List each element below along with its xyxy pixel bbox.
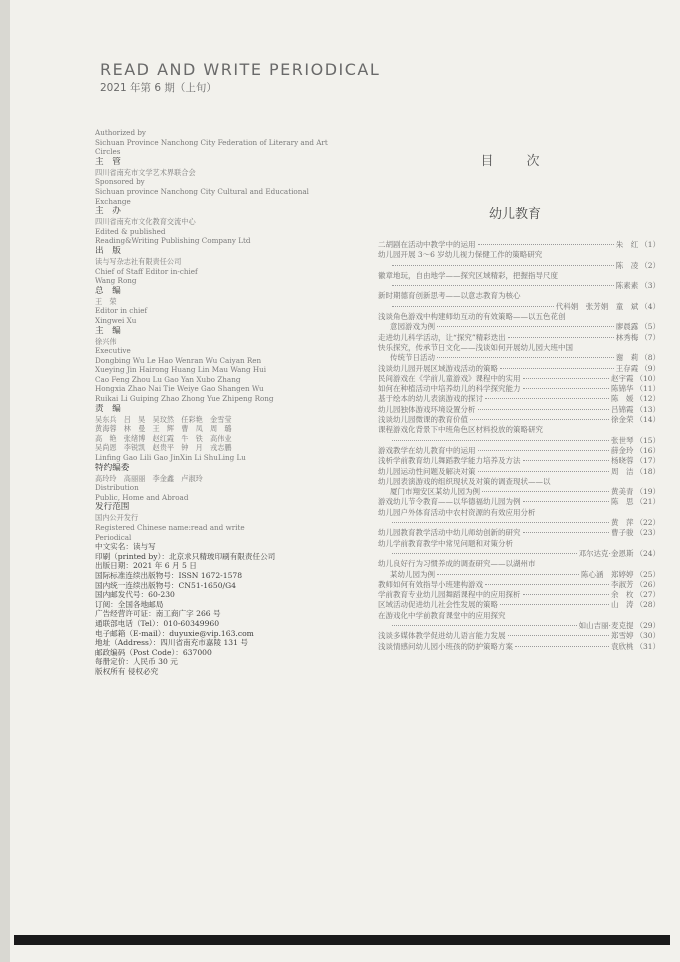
toc-leader-dots [485, 398, 609, 399]
colophon-line: 广告经营许可证：南工商广字 266 号 [95, 609, 221, 619]
toc-entry-title: 在游戏化中学前教育课堂中的应用探究 [378, 610, 506, 620]
colophon-line: Chief of Staff Editor in-chief [95, 266, 198, 276]
toc-entry-page: （29） [635, 620, 660, 630]
toc-entry-title: 幼儿园户外体育活动中农村资源的有效应用分析 [378, 507, 536, 517]
toc-entry-title: 民间游戏在《学前儿童游戏》课程中的实用 [378, 373, 521, 383]
magazine-title: READ AND WRITE PERIODICAL [100, 60, 381, 79]
colophon-line: Wang Rong [95, 276, 137, 286]
toc-entry [378, 456, 660, 466]
colophon-line: Sponsored by [95, 177, 145, 187]
toc-entry-author: 林秀梅 [615, 332, 639, 342]
toc-entry [378, 333, 660, 343]
colophon-line: Reading&Writing Publishing Company Ltd [95, 236, 251, 246]
toc-leader-dots [482, 491, 609, 492]
toc-entry-author: 黄 萍 [610, 518, 634, 528]
toc-leader-dots [485, 584, 609, 585]
toc-entry [378, 508, 660, 518]
toc-entry-title: 传统节日活动 [390, 353, 435, 363]
toc-entry-title: 浅谈角色游戏中构建师幼互动的有效策略——以五色花创 [378, 312, 566, 322]
toc-entry-page: （23） [635, 528, 660, 538]
toc-entry [378, 518, 660, 528]
toc-entry [378, 364, 660, 374]
toc-entry-page: （11） [635, 384, 660, 394]
toc-entry [378, 240, 660, 250]
toc-entry-title: 二胡剧在活动中教学中的运用 [378, 240, 476, 249]
toc-entry [378, 250, 660, 260]
colophon-line: Dongbing Wu Le Hao Wenran Wu Caiyan Ren [95, 355, 262, 365]
toc-entry [378, 621, 660, 631]
toc-entry-title: 意园游戏为例 [390, 322, 435, 332]
issue-number: 2021 年第 6 期（上旬） [100, 82, 217, 94]
toc-entry-title: 快乐探究，传承节日文化——浅谈如何开展幼儿园大班中国 [378, 342, 573, 352]
colophon-line: 读与写杂志社有限责任公司 [95, 256, 182, 266]
toc-entry [378, 353, 660, 363]
toc-entry-author: 黄美青 [610, 487, 634, 497]
toc-entry [378, 291, 660, 301]
colophon-heading: 出 版 [95, 245, 121, 256]
toc-entry [378, 271, 660, 281]
toc-entry-page: （24） [635, 548, 660, 558]
toc-entry [378, 467, 660, 477]
toc-entry-title: 如何在种植活动中培养幼儿的科学探究能力 [378, 384, 521, 394]
toc-entry [378, 487, 660, 497]
toc-entry [378, 559, 660, 569]
colophon-line: Xingwei Xu [95, 315, 137, 325]
toc-leader-dots [500, 368, 614, 369]
toc-entry-page: （19） [635, 487, 660, 497]
colophon-line: Exchange [95, 196, 131, 206]
colophon-line: 订阅：全国各地邮局 [95, 599, 164, 609]
toc-leader-dots [437, 326, 614, 327]
colophon-line: 版权所有 侵权必究 [95, 666, 159, 676]
toc-entry [378, 384, 660, 394]
toc-entry-title: 浅谈幼儿园开展区域游戏活动的策略 [378, 363, 498, 373]
colophon-line: Sichuan province Nanchong City Cultural and Educational [95, 186, 309, 196]
colophon-line: Registered Chinese name:read and write [95, 523, 245, 532]
toc-entry [378, 497, 660, 507]
toc-entry [378, 343, 660, 353]
colophon-line: Authorized by [95, 128, 146, 137]
colophon-line: Xueying Jin Hairong Huang Lin Mau Wang Hui [95, 365, 267, 375]
toc-entry [378, 549, 660, 559]
toc-leader-dots [508, 337, 614, 338]
toc-leader-dots [392, 553, 577, 554]
toc-entry-author: 陈 凌 [615, 260, 639, 270]
toc-leader-dots [392, 265, 614, 266]
toc-entry [378, 631, 660, 641]
toc-entry-page: （13） [635, 404, 660, 414]
colophon-line: 通联部电话（Tel）：010-60349960 [95, 618, 220, 628]
toc-entry-page: （25） [635, 569, 660, 579]
toc-entry-author: 陈 思 [610, 497, 634, 507]
toc-entry-author: 陈心涵 郑婷婷 [580, 569, 634, 579]
colophon-line: 徐兴伟 [95, 336, 117, 346]
toc-entry-title: 浅谈情感问幼儿园小班孩的防护策略方案 [378, 641, 513, 651]
toc-leader-dots [478, 244, 614, 245]
colophon-line: Public, Home and Abroad [95, 492, 189, 502]
colophon-line: 印刷（printed by）：北京求只精玻印刷有限责任公司 [95, 551, 276, 561]
table-of-contents [370, 150, 660, 652]
toc-entry-title: 幼儿良好行为习惯养成的调查研究——以湖州市 [378, 559, 536, 569]
toc-entry [378, 436, 660, 446]
toc-leader-dots [478, 409, 609, 410]
toc-entry [378, 611, 660, 621]
colophon-line: 出版日期：2021 年 6 月 5 日 [95, 561, 197, 571]
toc-leader-dots [392, 625, 577, 626]
toc-leader-dots [523, 460, 609, 461]
colophon-line: Periodical [95, 532, 132, 542]
toc-entry [378, 405, 660, 415]
toc-entry-title: 游戏教学在幼儿教育中的运用 [378, 445, 476, 455]
toc-entry-author: 张世琴 [610, 435, 634, 445]
toc-entry-author: 曹子骏 [610, 528, 634, 538]
toc-entry-page: （3） [640, 281, 660, 291]
toc-leader-dots [478, 450, 609, 451]
toc-entry-page: （15） [635, 435, 660, 445]
toc-entry [378, 642, 660, 652]
colophon-heading: 总 编 [95, 285, 121, 296]
toc-entry-page: （14） [635, 415, 660, 425]
toc-entry [378, 261, 660, 271]
colophon-line: Cao Feng Zhou Lu Gao Yan Xubo Zhang [95, 374, 241, 384]
toc-entry [378, 590, 660, 600]
colophon-line: Editor in chief [95, 306, 148, 316]
toc-entry-page: （10） [635, 373, 660, 383]
toc-title: 目 次 [480, 154, 550, 169]
toc-entry-page: （28） [635, 600, 660, 610]
toc-leader-dots [523, 388, 609, 389]
toc-entry-page: （16） [635, 445, 660, 455]
toc-entry-title: 徽章地玩，自由地学——探究区域精彩，把握指导尺度 [378, 270, 558, 280]
toc-entry-author: 如山吉丽·麦克提 [578, 620, 634, 630]
toc-entry-author: 杨晓蓉 [610, 456, 634, 466]
colophon-line: 黄海蓉 林 曼 王 辉 曹 凤 周 璐 [95, 424, 232, 434]
colophon-line: 邮政编码（Post Code）：637000 [95, 647, 212, 657]
toc-entry-title: 厦门市翔安区某幼儿园为例 [390, 487, 480, 497]
colophon-line: Hongxia Zhao Nai Tie Weiye Gao Shangen Wu [95, 384, 264, 394]
colophon-line: 国内公开发行 [95, 513, 139, 523]
toc-entry-author: 王存霞 [615, 363, 639, 373]
toc-entry-page: （17） [635, 456, 660, 466]
toc-entry [378, 374, 660, 384]
colophon-line: Executive [95, 346, 131, 356]
colophon-line: 电子邮箱（E-mail）：duyuxie@vip.163.com [95, 628, 254, 638]
toc-entry-author: 周 洁 [610, 466, 634, 476]
toc-entry [378, 570, 660, 580]
colophon-line: 高玲玲 高丽丽 李金鑫 卢淑玲 [95, 473, 203, 483]
toc-entry-page: （8） [640, 353, 660, 363]
scan-border [14, 935, 670, 945]
toc-leader-dots [478, 471, 609, 472]
toc-entry-author: 余 枚 [610, 590, 634, 600]
toc-entry-title: 幼儿园独体游戏环境设置分析 [378, 404, 476, 414]
toc-entry [378, 425, 660, 435]
toc-entry-title: 游戏幼儿节令教育——以华德福幼儿园为例 [378, 497, 521, 507]
colophon-heading: 发行范围 [95, 502, 130, 513]
toc-entry-title: 幼儿园教育教学活动中幼儿师幼创新的研究 [378, 528, 521, 538]
toc-leader-dots [500, 604, 609, 605]
toc-leader-dots [392, 285, 614, 286]
toc-entry [378, 600, 660, 610]
toc-entry-page: （5） [640, 322, 660, 332]
toc-entry [378, 477, 660, 487]
toc-list [370, 240, 660, 652]
colophon-line: Edited & published [95, 226, 166, 236]
toc-entry [378, 415, 660, 425]
toc-entry-page: （30） [635, 631, 660, 641]
colophon-line: Distribution [95, 483, 139, 493]
colophon-line: Ruikai Li Guiping Zhao Zhong Yue Zhipeng Rong [95, 394, 274, 404]
colophon-line: 高 艳 张绪博 赵红霞 牛 铁 高伟业 [95, 433, 232, 443]
toc-entry-title: 幼儿园表演游戏的组织现状及对策的调查现状——以 [378, 476, 551, 486]
toc-entry-title: 浅析学前教育幼儿舞蹈教学能力培养及方法 [378, 456, 521, 466]
toc-leader-dots [523, 378, 609, 379]
toc-entry-title: 基于绘本的幼儿表演游戏的探讨 [378, 394, 483, 404]
toc-entry-author: 郑雪婷 [610, 631, 634, 641]
section-title: 幼儿教育 [488, 207, 541, 222]
colophon-line: 国内统一连续出版物号：CN51-1650/G4 [95, 580, 236, 590]
toc-entry-page: （4） [640, 301, 660, 311]
toc-entry-title: 某幼儿园为例 [390, 569, 435, 579]
page-edge-shadow [0, 0, 10, 962]
colophon-heading: 责 编 [95, 403, 121, 414]
toc-entry-title: 新时期德育创新思考——以意志教育为核心 [378, 291, 521, 301]
toc-leader-dots [437, 357, 614, 358]
toc-entry-author: 徐金荣 [610, 415, 634, 425]
toc-entry-author: 李淑芳 [610, 579, 634, 589]
toc-entry-page: （7） [640, 332, 660, 342]
toc-entry-author: 袁欣桃 [610, 641, 634, 651]
colophon-line: 国内邮发代号：60-230 [95, 590, 175, 600]
toc-entry-author: 陈锦华 [610, 384, 634, 394]
toc-entry [378, 539, 660, 549]
colophon-line: 王 荣 [95, 296, 117, 306]
toc-entry-author: 吕锦霞 [610, 404, 634, 414]
toc-entry-page: （2） [640, 260, 660, 270]
toc-entry-page: （31） [635, 641, 660, 651]
toc-leader-dots [392, 440, 609, 441]
colophon-line: 四川省南充市文学艺术界联合会 [95, 167, 196, 177]
toc-leader-dots [523, 501, 609, 502]
toc-entry-title: 幼儿园开展 3～6 岁幼儿视力保健工作的策略研究 [378, 250, 543, 260]
toc-entry-author: 薛金玲 [610, 445, 634, 455]
toc-entry-page: （9） [640, 363, 660, 373]
toc-entry-title: 教师如何有效指导小班建构游戏 [378, 579, 483, 589]
toc-entry-page: （12） [635, 394, 660, 404]
toc-leader-dots [437, 574, 579, 575]
colophon-line: 四川省南充市文化教育交流中心 [95, 217, 196, 227]
toc-entry [378, 281, 660, 291]
toc-entry-page: （18） [635, 466, 660, 476]
toc-entry-title: 走进幼儿科学活动，让“探究”精彩迭出 [378, 332, 506, 342]
toc-entry [378, 394, 660, 404]
toc-entry-page: （21） [635, 497, 660, 507]
colophon-heading: 特约编委 [95, 462, 130, 473]
colophon-line: 国际标准连续出版物号：ISSN 1672-1578 [95, 570, 243, 580]
colophon-line: 每册定价：人民币 30 元 [95, 657, 178, 667]
toc-entry-author: 陈 媛 [610, 394, 634, 404]
colophon-line: Linfing Gao Lili Gao JinXin Li ShuLing Lu [95, 453, 246, 463]
toc-leader-dots [508, 635, 609, 636]
toc-entry-author: 代科娟 张芳娟 童 斌 [555, 301, 639, 311]
toc-entry-title: 课程游戏化背景下中班角色区材料投放的策略研究 [378, 425, 543, 435]
toc-entry-title: 浅谈幼儿园微课的教育价值 [378, 415, 468, 425]
toc-entry-author: 陈素素 [615, 281, 639, 291]
toc-entry [378, 580, 660, 590]
toc-leader-dots [523, 594, 609, 595]
toc-entry [378, 312, 660, 322]
colophon-line: 地址（Address）：四川省南充市嘉陵 131 号 [95, 638, 248, 648]
toc-entry [378, 528, 660, 538]
toc-entry-author: 谢 莉 [615, 353, 639, 363]
toc-entry-title: 幼儿园运动性问题及解决对策 [378, 466, 476, 476]
toc-entry [378, 302, 660, 312]
colophon-line: 吴尚恩 李锐凯 赵贵平 钟 月 戎志鹏 [95, 443, 232, 453]
colophon [95, 128, 355, 677]
toc-entry-author: 邓尔达克·金恩斯 [578, 548, 634, 558]
colophon-line: Sichuan Province Nanchong City Federation of Literary and Art [95, 137, 328, 147]
toc-entry-author: 山 涛 [610, 600, 634, 610]
colophon-line: 吴东兵 吕 昊 吴玟然 任彩艳 金雪莹 [95, 414, 232, 424]
colophon-heading: 主 办 [95, 206, 121, 217]
colophon-heading: 主 编 [95, 325, 121, 336]
toc-leader-dots [523, 532, 609, 533]
toc-leader-dots [470, 419, 609, 420]
toc-entry-title: 幼儿学前教育教学中常见问题和对策分析 [378, 538, 513, 548]
toc-entry-title: 浅谈多媒体教学促进幼儿语言能力发展 [378, 631, 506, 641]
colophon-heading: 主 管 [95, 156, 121, 167]
toc-entry-title: 学前教育专业幼儿园舞蹈课程中的应用探析 [378, 590, 521, 600]
toc-entry-page: （22） [635, 518, 660, 528]
toc-entry [378, 322, 660, 332]
toc-entry-page: （27） [635, 590, 660, 600]
toc-entry-page: （26） [635, 579, 660, 589]
toc-entry-author: 赵宇霞 [610, 373, 634, 383]
toc-entry-title: 区域活动促进幼儿社会性发展的策略 [378, 600, 498, 610]
toc-leader-dots [392, 522, 609, 523]
toc-entry [378, 446, 660, 456]
masthead [100, 60, 380, 95]
toc-leader-dots [515, 646, 609, 647]
toc-leader-dots [392, 306, 554, 307]
toc-entry-author: 朱 红 [615, 240, 639, 249]
colophon-line: Circles [95, 147, 121, 157]
toc-entry-author: 廖晨露 [615, 322, 639, 332]
toc-entry-page: （1） [640, 240, 660, 249]
colophon-line: 中文实名：读与写 [95, 542, 156, 552]
